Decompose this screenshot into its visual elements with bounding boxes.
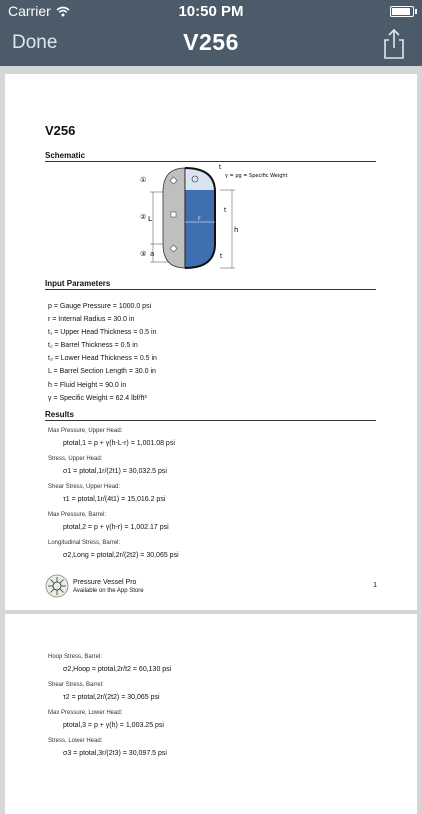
result-label: Stress, Lower Head: (48, 738, 103, 744)
nav-title: V256 (183, 29, 239, 55)
thickness-t1-label: t (219, 164, 222, 171)
results-heading: Results (45, 410, 376, 421)
input-parameters-list (48, 300, 157, 405)
gamma-legend: γ = ρg = Specific Weight (225, 173, 288, 179)
result-label: Shear Stress, Upper Head: (48, 484, 121, 490)
param-row: L = Barrel Section Length = 30.0 in (48, 368, 156, 376)
app-logo-icon (45, 574, 69, 598)
param-row: h = Fluid Height = 90.0 in (48, 381, 127, 389)
region-3-label: ③ (140, 250, 147, 258)
battery-icon (390, 6, 414, 17)
param-row: t₂ = Barrel Thickness = 0.5 in (48, 342, 138, 350)
param-row: r = Internal Radius = 30.0 in (48, 316, 135, 324)
result-formula: σ2,Long = ptotal,2r/(2t2) = 30,065 psi (63, 552, 179, 559)
result-formula: τ1 = ptotal,1r/(4t1) = 15,016.2 psi (63, 496, 166, 503)
result-label: Stress, Upper Head: (48, 456, 103, 462)
navigation-bar (0, 22, 422, 66)
clock: 10:50 PM (178, 2, 244, 20)
dim-r-label: r (198, 215, 201, 222)
result-formula: σ2,Hoop = ptotal,2r/t2 = 60,130 psi (63, 666, 172, 673)
done-button[interactable]: Done (12, 32, 58, 53)
region-2-label: ② (140, 213, 147, 221)
page-number: 1 (373, 582, 377, 589)
footer-store-text: Available on the App Store (73, 588, 144, 594)
vessel-schematic (95, 162, 325, 272)
result-formula: ptotal,2 = p + γ(h-r) = 1,002.17 psi (63, 524, 169, 531)
result-formula: τ2 = ptotal,2r/(2t2) = 30,065 psi (63, 694, 160, 701)
share-icon[interactable] (380, 28, 408, 60)
footer-app-name: Pressure Vessel Pro (73, 579, 137, 586)
document-scroll-view[interactable] (0, 66, 422, 757)
document-title: V256 (45, 123, 76, 138)
result-label: Max Pressure, Lower Head: (48, 710, 123, 716)
param-row: p = Gauge Pressure = 1000.0 psi (48, 303, 152, 310)
result-label: Hoop Stress, Barrel: (48, 654, 103, 660)
result-formula: σ3 = ptotal,3r/(2t3) = 30,097.5 psi (63, 750, 167, 757)
thickness-t3-label: t (220, 253, 223, 260)
region-1-label: ① (140, 176, 147, 184)
result-formula: σ1 = ptotal,1r/(2t1) = 30,032.5 psi (63, 468, 167, 475)
param-row: t₃ = Lower Head Thickness = 0.5 in (48, 355, 157, 363)
page-footer (45, 574, 381, 602)
param-row: t₁ = Upper Head Thickness = 0.5 in (48, 329, 157, 337)
result-label: Longitudinal Stress, Barrel: (48, 540, 121, 546)
dim-a-label: a (150, 250, 155, 258)
schematic-heading: Schematic (45, 151, 376, 162)
result-label: Max Pressure, Barrel: (48, 512, 107, 518)
carrier-label: Carrier (8, 3, 51, 19)
result-label: Shear Stress, Barrel: (48, 682, 104, 688)
thickness-t2-label: t (224, 207, 227, 214)
pdf-page-2 (5, 614, 417, 814)
result-formula: ptotal,3 = p + γ(h) = 1,003.25 psi (63, 722, 164, 729)
input-parameters-heading: Input Parameters (45, 279, 376, 290)
result-formula: ptotal,1 = p + γ(h-L-r) = 1,001.08 psi (63, 440, 175, 447)
dim-h-label: h (234, 226, 239, 234)
status-bar (0, 0, 422, 22)
pdf-page-1 (5, 74, 417, 610)
result-label: Max Pressure, Upper Head: (48, 428, 123, 434)
dim-L-label: L (148, 215, 152, 223)
param-row: γ = Specific Weight = 62.4 lbf/ft³ (48, 394, 147, 402)
